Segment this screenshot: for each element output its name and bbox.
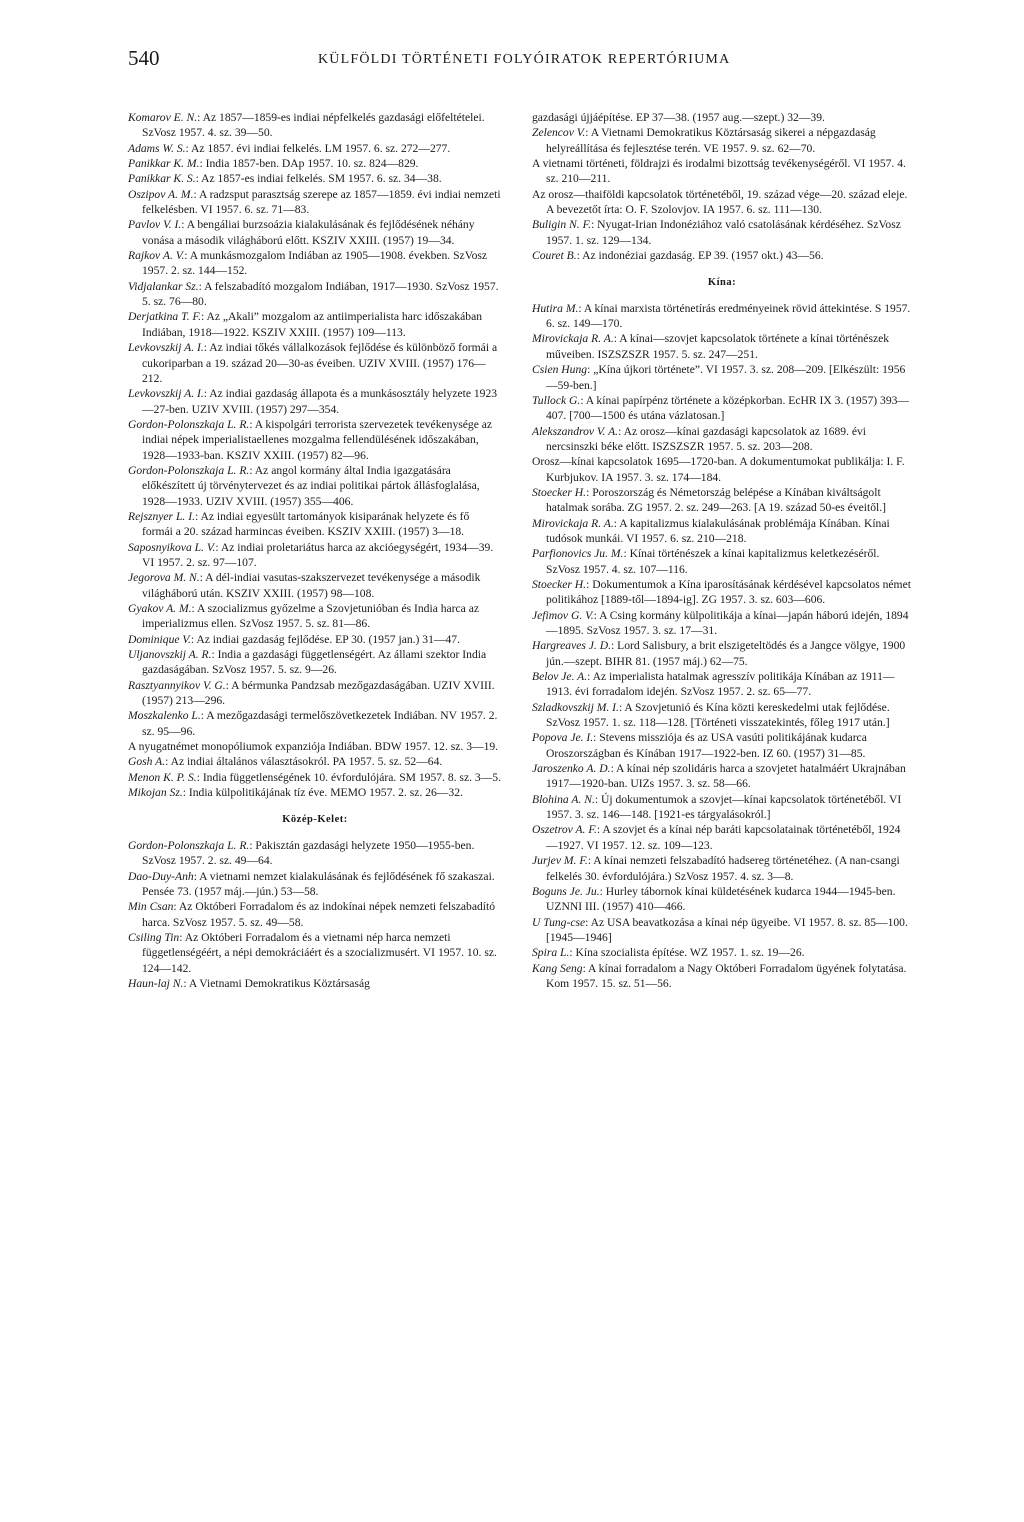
entry-author: Oszipov A. M.: [128, 187, 194, 201]
entry-author: Gyakov A. M.: [128, 602, 192, 615]
entry-text: : Az indiai tőkés vállalkozások fejlődése és különböző formái a cukoriparban a 19. század 20—30-as éveiben. UZIV XVIII. (1957) 176—212.: [142, 341, 498, 385]
running-title: KÜLFÖLDI TÖRTÉNETI FOLYÓIRATOK REPERTÓRIUMA: [318, 52, 731, 67]
entry-text: : A Vietnami Demokratikus Köztársaság: [183, 976, 370, 990]
entry-text: gazdasági újjáépítése. EP 37—38. (1957 aug.—szept.) 32—39.: [532, 111, 825, 124]
entry-author: Jefimov G. V.: [532, 608, 594, 622]
bibliography-entry: [532, 700, 912, 731]
entry-text: : Az 1857. évi indiai felkelés. LM 1957. 6. sz. 272—277.: [185, 141, 451, 155]
entry-text: : Az „Akali” mozgalom az antiimperialista harc időszakában Indiában, 1918—1922. KSZIV XXIII. (1957) 109—113.: [142, 310, 483, 339]
entry-author: Belov Je. A.: [532, 670, 588, 684]
entry-text: : India a gazdasági függetlenségért. Az állami szektor India gazdaságában. SzVosz 1957. 5. sz. 9—26.: [142, 648, 487, 677]
bibliography-entry: [128, 838, 502, 869]
entry-text: : A dél-indiai vasutas-szakszervezet tevékenysége a második világháború után. KSZIV XXIII. (1957) 98—108.: [142, 571, 481, 600]
bibliography-entry: [128, 601, 502, 632]
entry-author: Oszetrov A. F.: [532, 823, 597, 837]
entry-text: : A vietnami nemzet kialakulásának és fejlődésének fő szakaszai. Pensée 73. (1957 máj.—jún.) 53—58.: [142, 869, 495, 898]
entry-text: : „Kína újkori története”. VI 1957. 3. sz. 208—209. [Elkészült: 1956—59-ben.]: [546, 363, 906, 392]
entry-text: : A kínai forradalom a Nagy Októberi Forradalom ügyének folytatása. Kom 1957. 15. sz. 51—56.: [546, 961, 907, 990]
bibliography-entry: [128, 417, 502, 463]
bibliography-entry: [532, 915, 912, 946]
bibliography-entry: [128, 540, 502, 571]
entry-author: Dao-Duy-Anh: [128, 869, 194, 883]
entry-text: : A bérmunka Pandzsab mezőgazdaságában. UZIV XVIII. (1957) 213—296.: [142, 678, 495, 708]
entry-text: A nyugatnémet monopóliumok expanziója Indiában. BDW 1957. 12. sz. 3—19.: [128, 740, 499, 754]
entry-author: Gordon-Polonszkaja L. R.: [128, 417, 250, 431]
page-number: 540: [128, 46, 160, 70]
bibliography-entry: [532, 125, 912, 156]
entry-text: : Az indiai gazdaság állapota és a munkásosztály helyzete 1923—27-ben. UZIV XVIII. (1957) 297—354.: [142, 387, 498, 416]
entry-author: Levkovszkij A. I.: [128, 387, 204, 401]
entry-author: Gosh A.: [128, 755, 166, 769]
bibliography-entry: [532, 362, 912, 393]
entry-text: A vietnami történeti, földrajzi és irodalmi bizottság tevékenységéről. VI 1957. 4. sz. 210—211.: [532, 157, 906, 186]
entry-text: : A kínai nemzeti felszabadító hadsereg történetéhez. (A nan-csangi felkelés 30. évfordulójára.) SzVosz 1957. 4. sz. 3—8.: [546, 854, 900, 883]
bibliography-entry: [532, 485, 912, 516]
bibliography-entry: [128, 463, 502, 509]
entry-author: Boguns Je. Ju.: [532, 884, 600, 898]
bibliography-entry: [532, 248, 912, 263]
entry-text: : Az angol kormány által India igazgatására előkészített új törvénytervezet és az indiai politikai pártok állásfoglalása, 1928—1933. UZIV XVIII. (1957) 355—406.: [142, 463, 480, 508]
entry-text: : A kínai marxista történetírás eredményeinek rövid áttekintése. S 1957. 6. sz. 149—170.: [546, 301, 911, 331]
bibliography-entry: [128, 869, 502, 900]
bibliography-entry: [532, 393, 912, 424]
entry-text: : A kínai—szovjet kapcsolatok története a kínai történészek műveiben. ISZSZSZR 1957. 5. sz. 247—251.: [546, 332, 890, 361]
bibliography-entry: [532, 187, 912, 218]
entry-text: : A szocializmus győzelme a Szovjetunióban és India harca az imperializmus ellen. SzVosz 1957. 5. sz. 81—86.: [142, 602, 480, 631]
bibliography-entry: [128, 187, 502, 218]
entry-text: : A Csing kormány külpolitikája a kínai—japán háború idején, 1894—1895. SzVosz 1957. 3. sz. 17—31.: [546, 608, 909, 637]
bibliography-entry: [128, 770, 502, 785]
bibliography-entry: [128, 647, 502, 678]
bibliography-entry: [532, 546, 912, 577]
bibliography-entry: [532, 792, 912, 823]
entry-text: : A kispolgári terrorista szervezetek tevékenysége az indiai népek imperialistaellenes mozgalma fellendülésének időszakában, 1928—1933-ban. KSZIV XXIII. (1957) 82—96.: [142, 417, 493, 462]
bibliography-entry: [128, 171, 502, 186]
entry-author: Derjatkina T. F.: [128, 310, 201, 324]
bibliography-entry: [532, 730, 912, 761]
entry-author: Gordon-Polonszkaja L. R.: [128, 463, 250, 477]
entry-author: Hargreaves J. D.: [532, 639, 611, 653]
entry-text: : Poroszország és Németország belépése a Kínában kiváltságolt hatalmak sorába. ZG 1957. 2. sz. 249—263. [A 19. század 50-es éveitől.]: [546, 485, 886, 515]
bibliography-entry: [532, 961, 912, 992]
entry-author: Blohina A. N.: [532, 792, 595, 806]
entry-author: Uljanovszkij A. R.: [128, 648, 212, 662]
entry-text: : Az Októberi Forradalom és az indokínai népek nemzeti felszabadító harca. SzVosz 1957. 5. sz. 49—58.: [142, 900, 496, 929]
bibliography-entry: [532, 884, 912, 915]
bibliography-entry: [128, 754, 502, 769]
entry-author: Parfionovics Ju. M.: [532, 547, 624, 561]
entry-list: [532, 301, 912, 991]
bibliography-entry: [128, 279, 502, 310]
section-heading-kozep-kelet: Közép-Kelet:: [282, 814, 348, 826]
entry-author: Haun-laj N.: [128, 976, 184, 990]
entry-text: Az orosz—thaiföldi kapcsolatok történetéből, 19. század vége—20. század eleje. A bevezetőt írta: O. F. Szolovjov. IA 1957. 6. sz. 111—130.: [532, 187, 908, 217]
entry-text: : Hurley tábornok kínai küldetésének kudarca 1944—1945-ben. UZNNI III. (1957) 410—466.: [546, 884, 896, 914]
entry-text: : Az indiai gazdaság fejlődése. EP 30. (1957 jan.) 31—47.: [190, 632, 460, 646]
entry-author: Min Csan: [128, 900, 174, 914]
bibliography-entry: [128, 340, 502, 386]
entry-text: : A kínai papírpénz története a középkorban. EcHR IX 3. (1957) 393—407. [700—1500 és utána vázlatosan.]: [546, 393, 910, 423]
entry-author: Couret B.: [532, 249, 577, 263]
entry-text: : A mezőgazdasági termelőszövetkezetek Indiában. NV 1957. 2. sz. 95—96.: [142, 709, 498, 738]
entry-text: : Az indiai általános választásokról. PA 1957. 5. sz. 52—64.: [165, 755, 443, 769]
bibliography-entry: [128, 509, 502, 540]
entry-text: : India külpolitikájának tíz éve. MEMO 1957. 2. sz. 26—32.: [182, 786, 463, 800]
entry-author: Szladkovszkij M. I.: [532, 700, 619, 714]
bibliography-entry: [128, 570, 502, 601]
entry-author: Csien Hung: [532, 363, 588, 377]
entry-text: : Az indonéziai gazdaság. EP 39. (1957 okt.) 43—56.: [576, 249, 824, 263]
entry-text: : Az 1857-es indiai felkelés. SM 1957. 6. sz. 34—38.: [195, 172, 442, 186]
entry-text: : Az 1857—1859-es indiai népfelkelés gazdasági előfeltételei. SzVosz 1957. 4. sz. 39—50.: [142, 111, 485, 140]
entry-text: : Kínai történészek a kínai kapitalizmus keletkezéséről. SzVosz 1957. 4. sz. 107—116.: [546, 547, 880, 576]
entry-text: : Az USA beavatkozása a kínai nép ügyeibe. VI 1957. 8. sz. 85—100. [1945—1946]: [546, 915, 908, 944]
page-header: [128, 46, 898, 76]
entry-text: Orosz—kínai kapcsolatok 1695—1720-ban. A dokumentumokat publikálja: I. F. Kurbjukov. IA 1957. 3. sz. 174—184.: [532, 455, 905, 484]
entry-author: Adams W. S.: [128, 141, 186, 155]
bibliography-entry: [532, 454, 912, 485]
bibliography-entry: [532, 577, 912, 608]
bibliography-entry: [532, 110, 912, 125]
entry-author: Rasztyannyikov V. G.: [128, 678, 226, 692]
bibliography-entry: [128, 110, 502, 141]
entry-author: U Tung-cse: [532, 915, 586, 929]
entry-text: : Kína szocialista építése. WZ 1957. 1. sz. 19—26.: [569, 946, 805, 960]
entry-author: Dominique V.: [128, 632, 191, 646]
bibliography-entry: [128, 708, 502, 739]
entry-text: : Nyugat-Irian Indonéziához való csatolásának kérdéséhez. SzVosz 1957. 1. sz. 129—134.: [546, 218, 901, 247]
bibliography-entry: [532, 638, 912, 669]
entry-author: Popova Je. I.: [532, 731, 594, 745]
entry-author: Komarov E. N.: [128, 111, 198, 124]
entry-author: Stoecker H.: [532, 577, 587, 591]
entry-text: : India függetlenségének 10. évfordulójára. SM 1957. 8. sz. 3—5.: [196, 770, 501, 784]
entry-author: Hutira M.: [532, 301, 579, 315]
entry-author: Zelencov V.: [532, 126, 586, 140]
entry-author: Gordon-Polonszkaja L. R.: [128, 838, 250, 852]
entry-text: : Lord Salisbury, a brit elszigeteltödés és a Jangce völgye, 1900 jún.—szept. BIHR 81. (1957 máj.) 62—75.: [546, 639, 906, 668]
entry-author: Kang Seng: [532, 961, 583, 975]
entry-text: : Az indiai egyesült tartományok kisiparának helyzete és fő formái a 20. század harmincas éveiben. KSZIV XXIII. (1957) 3—18.: [142, 509, 470, 539]
entry-author: Spira L.: [532, 946, 570, 960]
entry-text: : A felszabadító mozgalom Indiában, 1917—1930. SzVosz 1957. 5. sz. 76—80.: [142, 279, 499, 309]
bibliography-entry: [128, 309, 502, 340]
bibliography-entry: [532, 301, 912, 332]
entry-text: : Stevens missziója és az USA vasúti politikájának kudarca Oroszországban és Kínában 1917—1922-ben. IZ 60. (1957) 31—85.: [546, 731, 867, 760]
bibliography-entry: [128, 248, 502, 279]
entry-text: : A Szovjetunió és Kína közti kereskedelmi utak fejlődése. SzVosz 1957. 1. sz. 118—128. [Történeti visszatekintés, főleg 1917 után.]: [546, 700, 890, 730]
right-column: [532, 110, 912, 991]
entry-text: : Pakisztán gazdasági helyzete 1950—1955-ben. SzVosz 1957. 2. sz. 49—64.: [142, 838, 475, 868]
entry-text: : A kínai nép szolidáris harca a szovjetet hatalmáért Ukrajnában 1917—1920-ban. UIZs 1957. 3. sz. 58—66.: [546, 762, 906, 791]
entry-author: Jaroszenko A. D.: [532, 762, 611, 776]
entry-author: Buligin N. F.: [532, 218, 592, 232]
bibliography-entry: [532, 853, 912, 884]
bibliography-entry: [128, 217, 502, 248]
entry-author: Csiling Tin: [128, 930, 180, 944]
entry-text: : A bengáliai burzsoázia kialakulásának és fejlődésének néhány vonása a második világháború előtt. KSZIV XXIII. (1957) 19—34.: [142, 218, 475, 247]
bibliography-entry: [532, 945, 912, 960]
bibliography-entry: [532, 761, 912, 792]
bibliography-entry: [128, 678, 502, 709]
bibliography-entry: [128, 785, 502, 800]
entry-author: Levkovszkij A. I.: [128, 341, 204, 355]
bibliography-entry: [128, 899, 502, 930]
bibliography-entry: [128, 156, 502, 171]
bibliography-entry: [128, 141, 502, 156]
bibliography-entry: [532, 156, 912, 187]
entry-author: Panikkar K. S.: [128, 172, 196, 186]
entry-text: : A szovjet és a kínai nép baráti kapcsolatainak történetéből, 1924—1927. VI 1957. 12. sz. 109—123.: [546, 823, 901, 852]
entry-text: : Az imperialista hatalmak agresszív politikája Kínában az 1911—1913. évi forradalom idején. SzVosz 1957. 2. sz. 65—77.: [546, 670, 895, 699]
entry-author: Jegorova M. N.: [128, 571, 200, 585]
entry-text: : India 1857-ben. DAp 1957. 10. sz. 824—829.: [199, 157, 419, 171]
entry-text: : Az indiai proletariátus harca az akcióegységért, 1934—39. VI 1957. 2. sz. 97—107.: [142, 540, 494, 569]
entry-text: : A kapitalizmus kialakulásának problémája Kínában. Kínai tudósok munkái. VI 1957. 6. sz. 210—218.: [546, 516, 890, 545]
entry-author: Stoecker H.: [532, 485, 587, 499]
entry-author: Mikojan Sz.: [128, 786, 183, 800]
entry-author: Saposnyikova L. V.: [128, 540, 216, 554]
entry-text: : A munkásmozgalom Indiában az 1905—1908. években. SzVosz 1957. 2. sz. 144—152.: [142, 249, 488, 278]
entry-text: : Az Októberi Forradalom és a vietnami nép harca nemzeti függetlenségéért, a népi demokráciáért és a szocializmusért. VI 1957. 10. sz. 124—142.: [142, 930, 497, 975]
entry-list: [128, 838, 502, 991]
entry-author: Menon K. P. S.: [128, 770, 197, 784]
entry-text: : A Vietnami Demokratikus Köztársaság sikerei a népgazdaság helyreállítása és fejlesztése terén. VE 1957. 9. sz. 62—70.: [546, 126, 876, 155]
entry-text: : Az orosz—kínai gazdasági kapcsolatok az 1689. évi nercsinszki béke előtt. ISZSZSZR 1957. 5. sz. 203—208.: [546, 424, 866, 453]
entry-author: Tullock G.: [532, 393, 581, 407]
bibliography-entry: [532, 669, 912, 700]
bibliography-entry: [128, 930, 502, 976]
bibliography-entry: [532, 424, 912, 455]
entry-author: Panikkar K. M.: [128, 157, 200, 171]
entry-author: Alekszandrov V. A.: [532, 424, 619, 438]
entry-author: Rejsznyer L. I.: [128, 509, 195, 523]
bibliography-entry: [128, 386, 502, 417]
entry-list: [128, 110, 502, 800]
entry-text: : A radzsput parasztság szerepe az 1857—1859. évi indiai nemzeti felkelésben. VI 1957. 6. sz. 71—83.: [142, 187, 501, 217]
bibliography-entry: [128, 632, 502, 647]
entry-author: Jurjev M. F.: [532, 854, 588, 868]
bibliography-entry: [128, 739, 502, 754]
bibliography-entry: [532, 822, 912, 853]
section-heading-kina: Kína:: [707, 277, 737, 289]
entry-text: : Dokumentumok a Kína iparosításának kérdésével kapcsolatos német politikához [1889-től—1894-ig]. ZG 1957. 3. sz. 603—606.: [546, 577, 911, 607]
bibliography-entry: [532, 217, 912, 248]
entry-author: Vidjalankar Sz.: [128, 279, 199, 293]
entry-text: : Új dokumentumok a szovjet—kínai kapcsolatok történetéből. VI 1957. 3. sz. 146—148. [1921-es tárgyalásokról.]: [546, 792, 902, 822]
entry-author: Rajkov A. V.: [128, 249, 185, 263]
entry-author: Pavlov V. I.: [128, 218, 182, 232]
entry-list: [532, 110, 912, 263]
left-column: [128, 110, 502, 991]
bibliography-entry: [128, 976, 502, 991]
entry-author: Mirovickaja R. A.: [532, 516, 614, 530]
bibliography-entry: [532, 331, 912, 362]
entry-author: Moszkalenko L.: [128, 709, 201, 723]
bibliography-entry: [532, 516, 912, 547]
bibliography-entry: [532, 608, 912, 639]
entry-author: Mirovickaja R. A.: [532, 332, 614, 346]
